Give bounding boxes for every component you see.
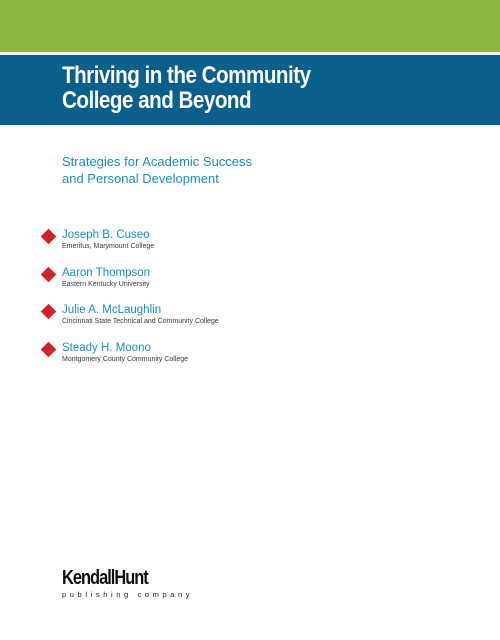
author-item — [38, 229, 458, 267]
top-green-band — [0, 0, 500, 52]
author-list — [38, 229, 458, 379]
author-item — [38, 304, 458, 342]
author-name: Steady H. Moono — [62, 341, 151, 354]
author-name: Aaron Thompson — [62, 266, 151, 279]
diamond-icon — [41, 304, 57, 320]
publisher-name: KendallHunt — [62, 567, 148, 589]
author-item — [38, 342, 458, 380]
diamond-icon — [41, 229, 57, 245]
author-affiliation: Eastern Kentucky University — [62, 280, 150, 288]
book-subtitle — [62, 153, 322, 187]
author-name: Joseph B. Cuseo — [62, 229, 150, 241]
author-item — [38, 267, 458, 305]
author-name: Julie A. McLaughlin — [62, 304, 162, 316]
book-title-line-1: Thriving in the Community — [62, 62, 311, 89]
book-subtitle-line-1: Strategies for Academic Success — [62, 154, 253, 169]
author-affiliation: Cincinnati State Technical and Community College — [62, 318, 219, 325]
diamond-icon — [41, 266, 57, 282]
publisher-tagline: publishing company — [62, 590, 194, 599]
book-title — [62, 63, 372, 113]
book-title-line-2: College and Beyond — [62, 87, 252, 114]
diamond-icon — [41, 341, 57, 357]
book-subtitle-line-2: and Personal Development — [62, 171, 219, 186]
publisher-logo — [62, 568, 222, 599]
author-affiliation: Montgomery County Community College — [62, 355, 189, 363]
author-affiliation: Emeritus, Marymount College — [62, 243, 155, 250]
